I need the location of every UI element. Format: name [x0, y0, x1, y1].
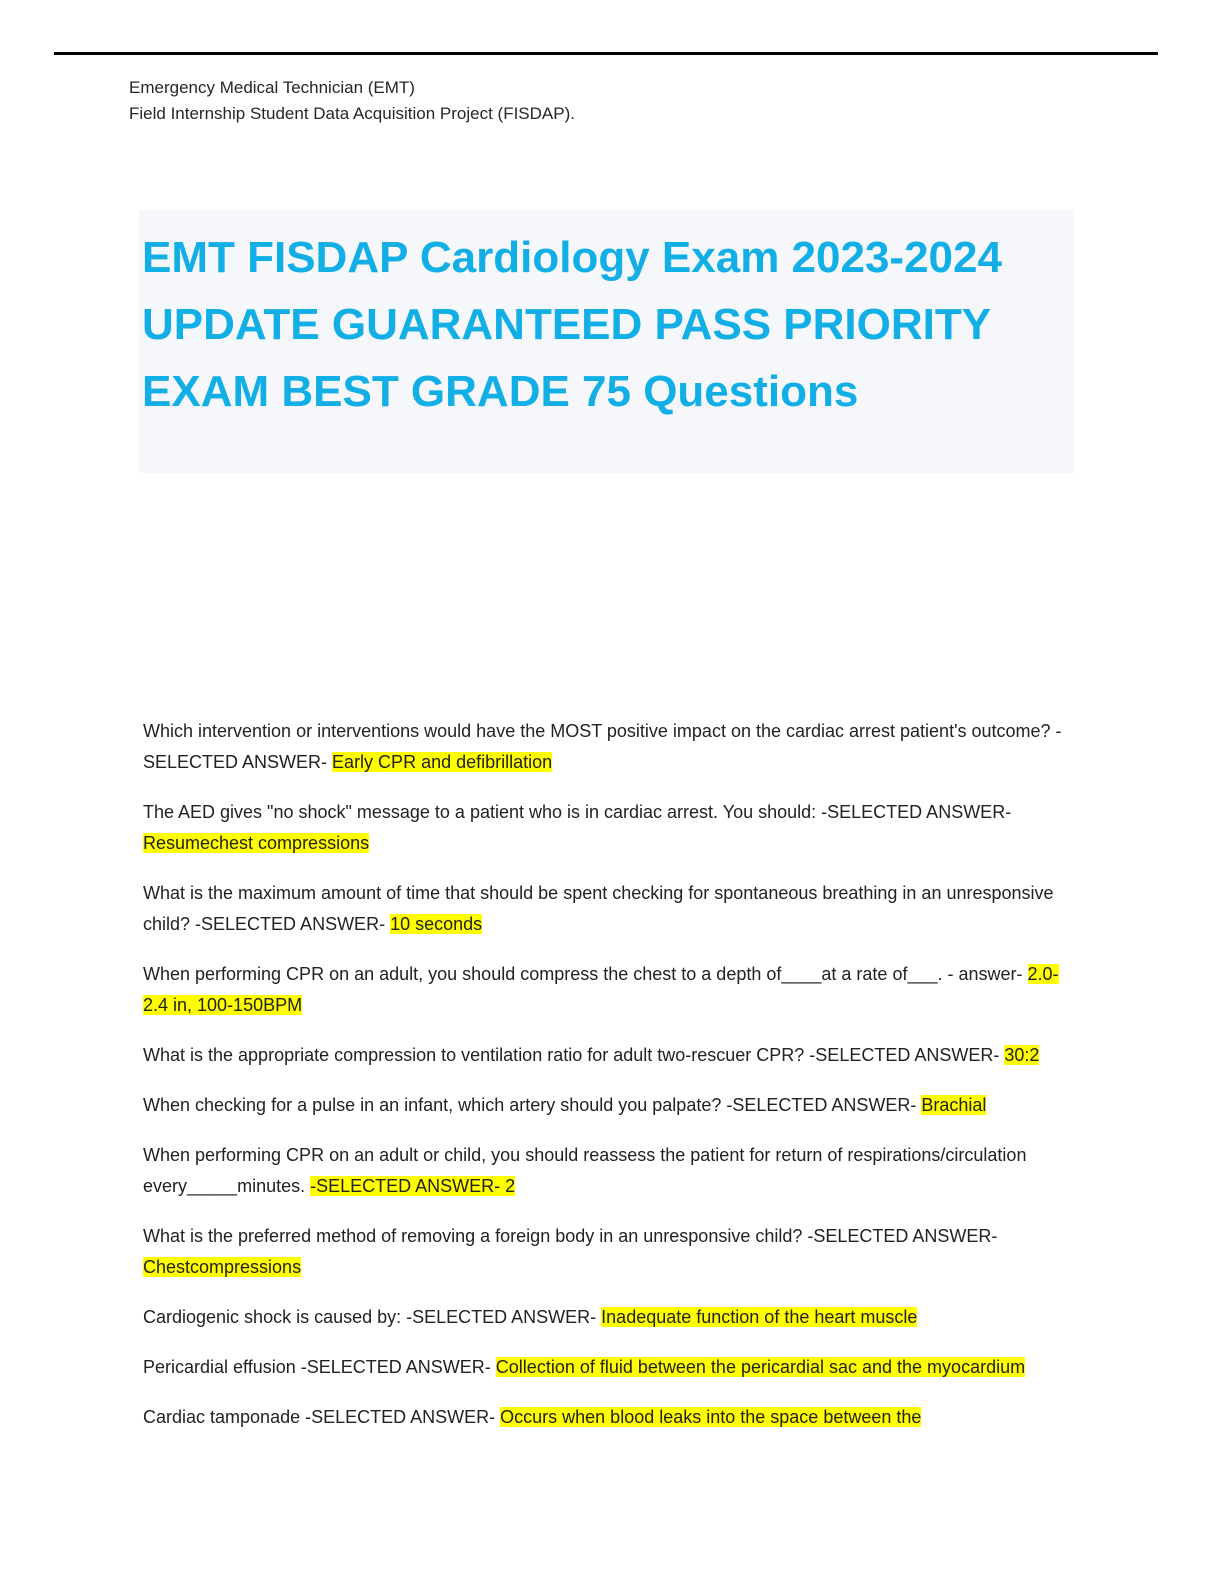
answer-highlight: Resumechest compressions	[143, 833, 370, 853]
qa-item	[143, 959, 1078, 1021]
qa-item	[143, 1221, 1078, 1283]
title-box	[139, 210, 1074, 473]
qa-item	[143, 878, 1078, 940]
question-text: Which intervention or interventions would have the MOST positive impact on the cardiac arrest patient's outcome? -SELECTED ANSWER-	[143, 721, 1062, 772]
answer-highlight: 10 seconds	[390, 914, 483, 934]
question-text: What is the appropriate compression to ventilation ratio for adult two-rescuer CPR? -SELECTED ANSWER-	[143, 1045, 1005, 1065]
qa-item	[143, 1302, 1078, 1333]
answer-highlight: -SELECTED ANSWER- 2	[310, 1176, 516, 1196]
question-text: When checking for a pulse in an infant, which artery should you palpate? -SELECTED ANSWER-	[143, 1095, 922, 1115]
qa-item	[143, 1402, 1078, 1433]
answer-highlight: Brachial	[921, 1095, 987, 1115]
qa-item	[143, 797, 1078, 859]
question-text: Cardiac tamponade -SELECTED ANSWER-	[143, 1407, 501, 1427]
document-header	[129, 75, 575, 127]
question-text: When performing CPR on an adult, you should compress the chest to a depth of____at a rate of___. - answer-	[143, 964, 1028, 984]
header-line-1: Emergency Medical Technician (EMT)	[129, 78, 415, 97]
top-rule	[54, 52, 1158, 55]
question-text: What is the preferred method of removing a foreign body in an unresponsive child? -SELECTED ANSWER-	[143, 1226, 998, 1246]
header-line-2: Field Internship Student Data Acquisition Project (FISDAP).	[129, 104, 575, 123]
question-text: The AED gives "no shock" message to a patient who is in cardiac arrest. You should: -SELECTED ANSWER-	[143, 802, 1012, 822]
question-text: What is the maximum amount of time that should be spent checking for spontaneous breathing in an unresponsive child? -SELECTED ANSWER-	[143, 883, 1054, 934]
question-text: Cardiogenic shock is caused by: -SELECTED ANSWER-	[143, 1307, 602, 1327]
question-text: Pericardial effusion -SELECTED ANSWER-	[143, 1357, 496, 1377]
answer-highlight: Collection of fluid between the pericardial sac and the myocardium	[495, 1357, 1026, 1377]
answer-highlight: 30:2	[1004, 1045, 1040, 1065]
answer-highlight: Early CPR and defibrillation	[332, 752, 553, 772]
question-text: When performing CPR on an adult or child, you should reassess the patient for return of respirations/circulation every_____minutes.	[143, 1145, 1027, 1196]
qa-item	[143, 1040, 1078, 1071]
answer-highlight: Inadequate function of the heart muscle	[601, 1307, 918, 1327]
answer-highlight: Occurs when blood leaks into the space between the	[500, 1407, 922, 1427]
answer-highlight: Chestcompressions	[143, 1257, 302, 1277]
page-title: EMT FISDAP Cardiology Exam 2023-2024 UPDATE GUARANTEED PASS PRIORITY EXAM BEST GRADE 75 Questions	[142, 233, 1002, 416]
qa-item	[143, 716, 1078, 778]
answer-highlight: 2.0-2.4 in, 100-150BPM	[143, 964, 1059, 1015]
qa-list	[143, 716, 1078, 1452]
qa-item	[143, 1140, 1078, 1202]
qa-item	[143, 1090, 1078, 1121]
qa-item	[143, 1352, 1078, 1383]
